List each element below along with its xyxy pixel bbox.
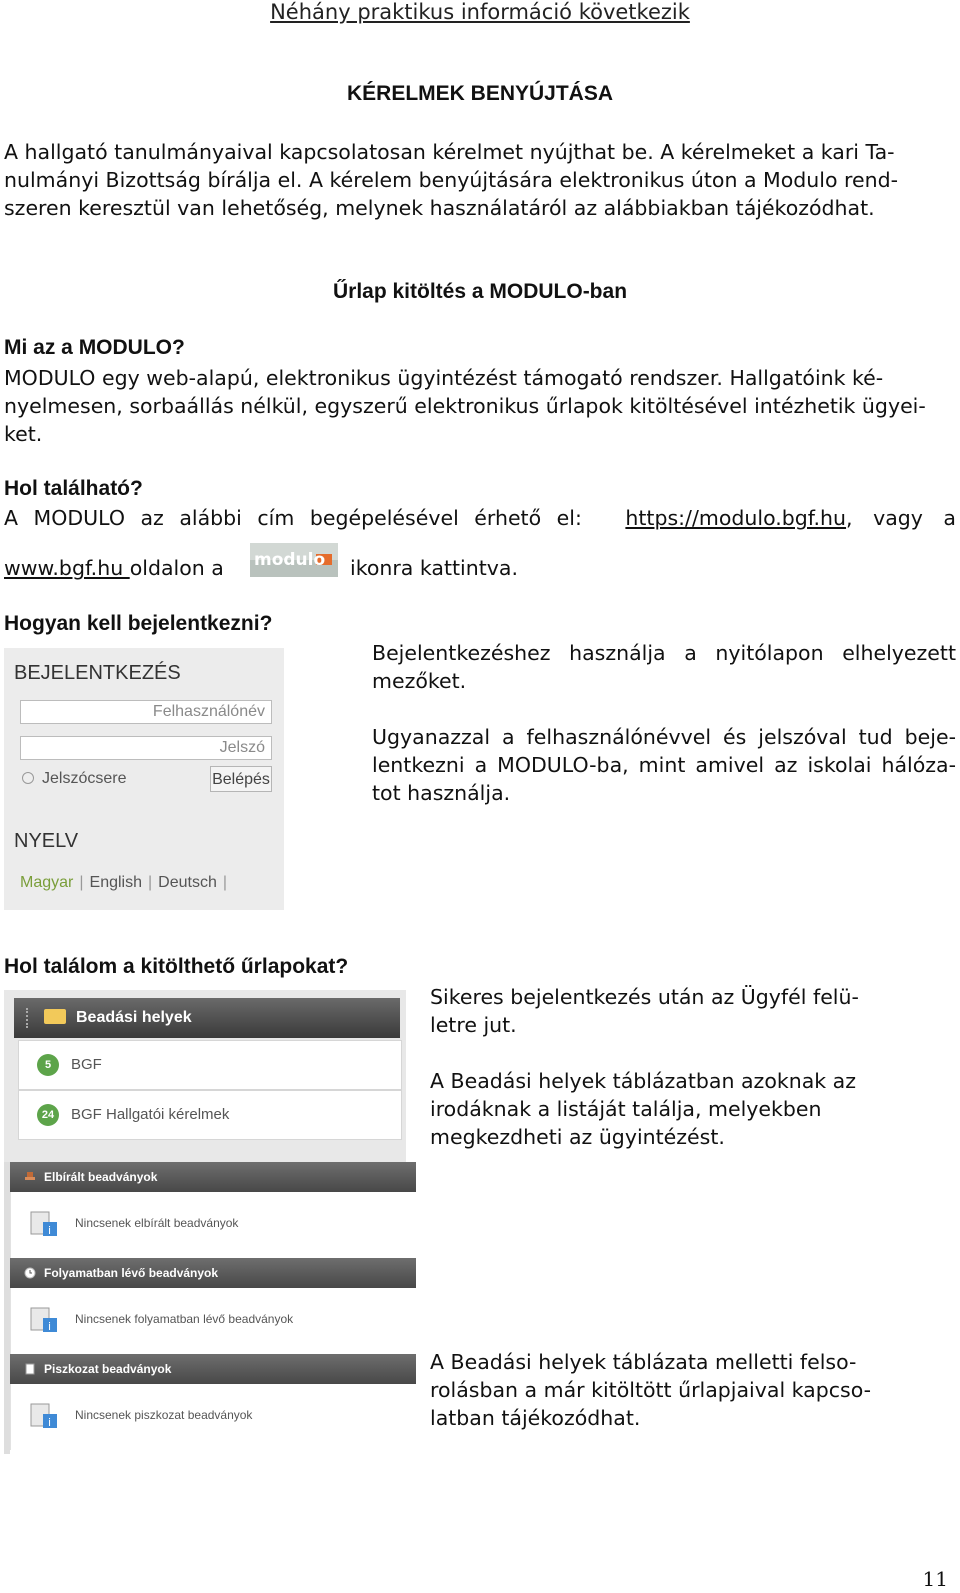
password-change-radio[interactable]: [22, 770, 126, 788]
forms-text-1: [430, 983, 910, 1039]
login-text-line: Ugyanazzal a felhasználónévvel és jelszóval tud beje-: [372, 725, 956, 749]
where-mid: oldalon a: [129, 556, 224, 580]
document-icon: [24, 1356, 36, 1368]
login-text-1: [372, 639, 956, 695]
inprogress-title: Folyamatban lévő beadványok: [44, 1266, 219, 1280]
lang-english[interactable]: English: [89, 874, 142, 891]
username-field[interactable]: Felhasználónév: [20, 700, 272, 724]
intro-line: szeren keresztül van lehetőség, melynek használatáról az alábbiakban tájékozódhat.: [4, 196, 875, 220]
section-title: KÉRELMEK BENYÚJTÁSA: [346, 82, 614, 105]
judged-title: Elbírált beadványok: [44, 1170, 158, 1184]
judged-body: [10, 1192, 417, 1258]
places-header: [14, 998, 400, 1038]
place-name: BGF: [71, 1056, 102, 1073]
forms-text-line: letre jut.: [430, 1013, 517, 1037]
login-text-line: lentkezni a MODULO-ba, mint amivel az iskolai hálóza-: [372, 753, 956, 777]
logo-text: modulo: [254, 550, 326, 570]
status-panels: [4, 1162, 416, 1454]
login-text-2: [372, 723, 956, 807]
where-heading: Hol található?: [4, 477, 143, 500]
login-button[interactable]: Belépés: [210, 766, 272, 792]
intro-line: nulmányi Bizottság bírálja el. A kérelem benyújtására elektronikus úton a Modulo rend-: [4, 168, 899, 192]
login-text-line: tot használja.: [372, 781, 511, 805]
gavel-icon: [24, 1164, 36, 1176]
page-header: Néhány praktikus információ következik: [270, 0, 690, 24]
where-suffix: , vagy a: [846, 506, 956, 530]
draft-title: Piszkozat beadványok: [44, 1362, 172, 1376]
where-end: ikonra kattintva.: [350, 556, 518, 580]
login-heading: Hogyan kell bejelentkezni?: [4, 612, 273, 635]
radio-icon: [22, 772, 34, 784]
clock-icon: [24, 1260, 36, 1272]
lang-deutsch[interactable]: Deutsch: [158, 874, 217, 891]
draft-body: [10, 1384, 417, 1450]
lang-magyar[interactable]: Magyar: [20, 874, 74, 891]
intro-line: A hallgató tanulmányaival kapcsolatosan kérelmet nyújthat be. A kérelmeket a kari Ta-: [4, 140, 895, 164]
place-row[interactable]: [18, 1040, 402, 1090]
what-heading: Mi az a MODULO?: [4, 336, 185, 359]
forms-text-line: A Beadási helyek táblázata melletti felso-: [430, 1350, 857, 1374]
what-paragraph: [4, 364, 956, 448]
forms-text-3: [430, 1348, 910, 1432]
password-field[interactable]: Jelszó: [20, 736, 272, 760]
svg-text:i: i: [48, 1416, 52, 1429]
folder-icon: [44, 1009, 66, 1024]
draft-empty-text: Nincsenek piszkozat beadványok: [75, 1408, 253, 1422]
forms-text-line: latban tájékozódhat.: [430, 1406, 641, 1430]
what-line: ket.: [4, 422, 43, 446]
where-prefix: A MODULO az alábbi cím begépelésével érhető el:: [4, 506, 582, 530]
judged-empty-text: Nincsenek elbírált beadványok: [75, 1216, 239, 1230]
info-document-icon: [29, 1208, 59, 1238]
forms-text-line: megkezdheti az ügyintézést.: [430, 1125, 725, 1149]
inprogress-empty-text: Nincsenek folyamatban lévő beadványok: [75, 1312, 294, 1326]
bgf-site-link[interactable]: www.bgf.hu: [4, 556, 130, 580]
forms-text-line: rolásban a már kitöltött űrlapjaival kapcso-: [430, 1378, 872, 1402]
forms-text-line: A Beadási helyek táblázatban azoknak az: [430, 1069, 856, 1093]
svg-text:i: i: [48, 1224, 52, 1237]
count-badge: 24: [37, 1104, 59, 1126]
drag-handle-icon[interactable]: [26, 1008, 32, 1028]
forms-text-line: Sikeres bejelentkezés után az Ügyfél felü-: [430, 985, 859, 1009]
form-title: Űrlap kitöltés a MODULO-ban: [332, 280, 628, 303]
where-line-1: [4, 504, 956, 532]
login-text-line: Bejelentkezéshez használja a nyitólapon elhelyezett: [372, 641, 956, 665]
inprogress-body: [10, 1288, 417, 1354]
place-name: BGF Hallgatói kérelmek: [71, 1106, 230, 1123]
where-line-2: [4, 554, 224, 582]
intro-paragraph: [4, 138, 956, 222]
count-badge: 5: [37, 1054, 59, 1076]
place-row[interactable]: [18, 1090, 402, 1140]
login-text-line: mezőket.: [372, 669, 467, 693]
forms-heading: Hol találom a kitölthető űrlapokat?: [4, 955, 349, 978]
info-document-icon: [29, 1400, 59, 1430]
places-title: Beadási helyek: [76, 1009, 192, 1026]
info-document-icon: [29, 1304, 59, 1334]
submission-places-panel: [4, 990, 406, 1162]
login-title: BEJELENTKEZÉS: [14, 662, 181, 684]
svg-text:i: i: [48, 1320, 52, 1333]
what-line: MODULO egy web-alapú, elektronikus ügyintézést támogató rendszer. Hallgatóink ké-: [4, 366, 884, 390]
password-change-label: Jelszócsere: [42, 770, 127, 787]
forms-text-2: [430, 1067, 910, 1151]
login-panel: [4, 648, 284, 910]
forms-text-line: irodáknak a listáját találja, melyekben: [430, 1097, 822, 1121]
inprogress-header[interactable]: [10, 1258, 416, 1288]
page-number: 11: [922, 1567, 948, 1591]
language-links: Magyar | English | Deutsch |: [20, 874, 228, 891]
what-line: nyelmesen, sorbaállás nélkül, egyszerű elektronikus űrlapok kitöltésével intézhetik ügyei-: [4, 394, 926, 418]
language-title: NYELV: [14, 830, 79, 852]
draft-header[interactable]: [10, 1354, 416, 1384]
modulo-logo-icon[interactable]: [250, 543, 338, 577]
modulo-url-link[interactable]: https://modulo.bgf.hu: [625, 506, 847, 530]
judged-header[interactable]: [10, 1162, 416, 1192]
